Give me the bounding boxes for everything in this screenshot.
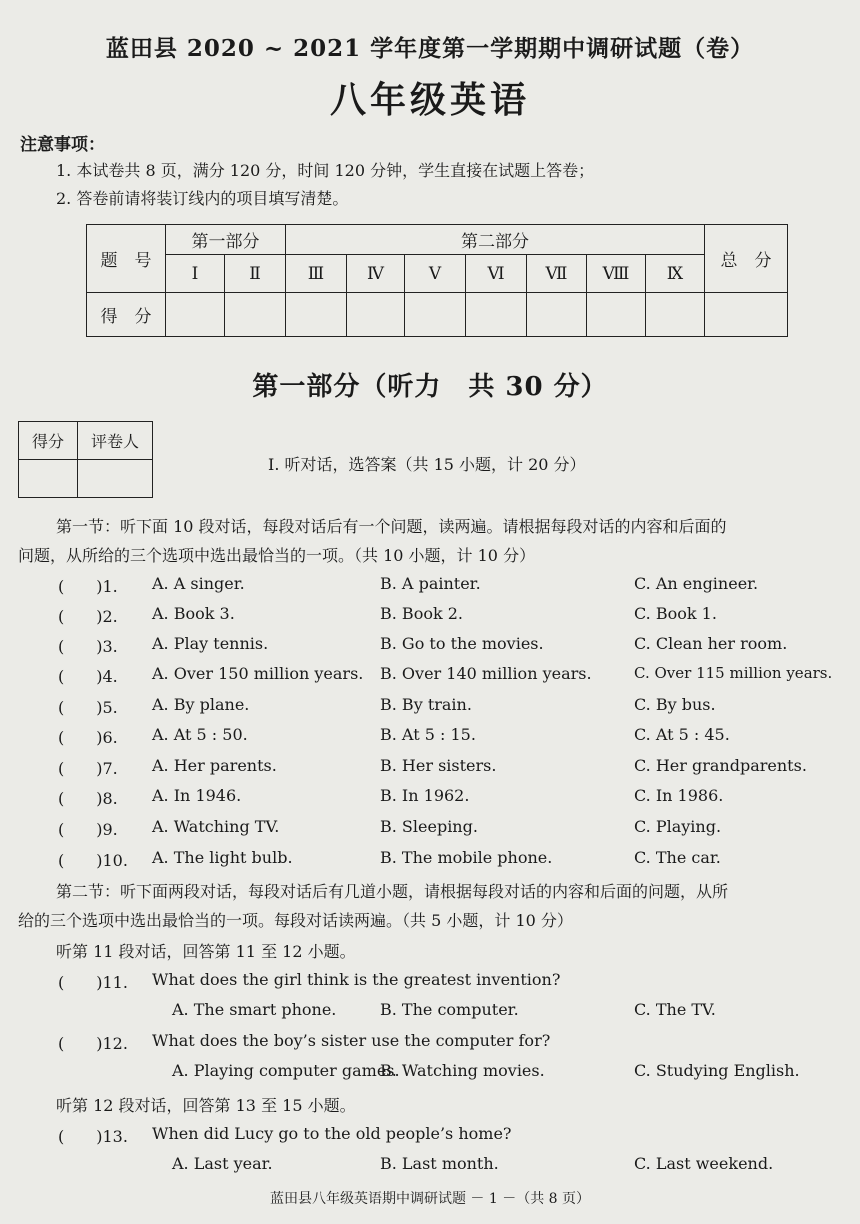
option-a: A. At 5 : 50. xyxy=(152,725,248,744)
question-number: ( )3. xyxy=(58,637,118,656)
option-c: C. Last weekend. xyxy=(634,1154,774,1173)
question-number: ( )13. xyxy=(58,1127,128,1146)
question-number: ( )1. xyxy=(58,577,118,596)
option-b: B. Sleeping. xyxy=(380,817,478,836)
question-number: ( )5. xyxy=(58,698,118,717)
option-b: B. At 5 : 15. xyxy=(380,725,476,744)
option-a: A. Her parents. xyxy=(152,756,277,775)
page-footer: 蓝田县八年级英语期中调研试题 － 1 －（共 8 页） xyxy=(269,1191,591,1207)
total-header: 总 分 xyxy=(705,225,788,293)
question-number: ( )6. xyxy=(58,728,118,747)
exam-title: 蓝田县 2020 ~ 2021 学年度第一学期期中调研试题（卷） xyxy=(105,35,755,62)
instruction: 第一节：听下面 10 段对话，每段对话后有一个问题，读两遍。请根据每段对话的内容和后面的 xyxy=(56,517,727,536)
note-item: 1. 本试卷共 8 页，满分 120 分，时间 120 分钟，学生直接在试题上答卷； xyxy=(56,161,595,180)
question-number: ( )4. xyxy=(58,667,118,686)
question-number: ( )8. xyxy=(58,789,118,808)
option-c: C. The TV. xyxy=(634,1000,716,1019)
score-cell[interactable] xyxy=(166,293,225,337)
question-stem: When did Lucy go to the old people’s home? xyxy=(152,1124,512,1143)
dialog-label: 听第 11 段对话，回答第 11 至 12 小题。 xyxy=(56,942,356,961)
question-number: ( )7. xyxy=(58,759,118,778)
option-a: A. Playing computer games. xyxy=(172,1061,400,1080)
col-header: Ⅰ xyxy=(166,255,225,293)
option-b: B. In 1962. xyxy=(380,786,470,805)
option-c: C. By bus. xyxy=(634,695,716,714)
question-number: ( )10. xyxy=(58,851,128,870)
grader-score-label: 得分 xyxy=(19,422,78,460)
question-number: ( )2. xyxy=(58,607,118,626)
question-stem: What does the boy’s sister use the computer for? xyxy=(152,1031,551,1050)
grader-score-cell[interactable] xyxy=(19,460,78,498)
option-c: C. Over 115 million years. xyxy=(634,664,833,682)
option-c: C. In 1986. xyxy=(634,786,724,805)
question-stem: What does the girl think is the greatest invention? xyxy=(152,970,561,989)
option-b: B. Last month. xyxy=(380,1154,499,1173)
question-number: ( )9. xyxy=(58,820,118,839)
option-b: B. Her sisters. xyxy=(380,756,497,775)
col-header: Ⅶ xyxy=(527,255,587,293)
score-cell[interactable] xyxy=(527,293,587,337)
option-c: C. Her grandparents. xyxy=(634,756,807,775)
option-a: A. Book 3. xyxy=(152,604,235,623)
col-header: Ⅷ xyxy=(587,255,646,293)
col-header: Ⅸ xyxy=(646,255,705,293)
option-b: B. Over 140 million years. xyxy=(380,664,592,683)
option-a: A. Last year. xyxy=(172,1154,273,1173)
score-table xyxy=(86,224,788,337)
option-c: C. At 5 : 45. xyxy=(634,725,730,744)
option-b: B. Go to the movies. xyxy=(380,634,544,653)
grader-box xyxy=(18,421,153,498)
option-c: C. Clean her room. xyxy=(634,634,788,653)
col-header: Ⅱ xyxy=(225,255,286,293)
option-a: A. The light bulb. xyxy=(152,848,293,867)
dialog-label: 听第 12 段对话，回答第 13 至 15 小题。 xyxy=(56,1096,356,1115)
question-number: ( )12. xyxy=(58,1034,128,1053)
grader-reviewer-label: 评卷人 xyxy=(78,422,153,460)
score-cell[interactable] xyxy=(405,293,466,337)
instruction: 第二节：听下面两段对话，每段对话后有几道小题，请根据每段对话的内容和后面的问题，从所 xyxy=(56,882,729,901)
option-c: C. Studying English. xyxy=(634,1061,800,1080)
col-header: Ⅳ xyxy=(347,255,405,293)
option-b: B. By train. xyxy=(380,695,472,714)
score-row-label: 题 号 xyxy=(87,225,166,293)
option-a: A. Watching TV. xyxy=(152,817,280,836)
option-a: A. Over 150 million years. xyxy=(152,664,364,683)
subject-title: 八年级英语 xyxy=(329,79,530,121)
part1-header: 第一部分 xyxy=(166,225,286,255)
option-c: C. The car. xyxy=(634,848,721,867)
instruction: 给的三个选项中选出最恰当的一项。每段对话读两遍。（共 5 小题，计 10 分） xyxy=(18,911,573,930)
question-number: ( )11. xyxy=(58,973,128,992)
part2-header: 第二部分 xyxy=(286,225,705,255)
score-cell[interactable] xyxy=(286,293,347,337)
option-c: C. Book 1. xyxy=(634,604,717,623)
col-header: Ⅵ xyxy=(466,255,527,293)
option-b: B. Book 2. xyxy=(380,604,463,623)
section-title: Ⅰ. 听对话，选答案（共 15 小题，计 20 分） xyxy=(268,455,586,474)
option-b: B. The mobile phone. xyxy=(380,848,553,867)
col-header: Ⅴ xyxy=(405,255,466,293)
note-item: 2. 答卷前请将装订线内的项目填写清楚。 xyxy=(56,189,349,208)
option-c: C. An engineer. xyxy=(634,574,759,593)
col-header: Ⅲ xyxy=(286,255,347,293)
notes-heading: 注意事项： xyxy=(20,135,105,155)
option-a: A. The smart phone. xyxy=(172,1000,337,1019)
option-a: A. Play tennis. xyxy=(152,634,269,653)
score-row-label: 得 分 xyxy=(87,293,166,337)
option-c: C. Playing. xyxy=(634,817,722,836)
score-cell[interactable] xyxy=(466,293,527,337)
option-a: A. A singer. xyxy=(152,574,245,593)
score-cell[interactable] xyxy=(347,293,405,337)
score-cell[interactable] xyxy=(587,293,646,337)
part-heading: 第一部分（听力 共 30 分） xyxy=(252,372,608,402)
option-b: B. The computer. xyxy=(380,1000,519,1019)
instruction: 问题，从所给的三个选项中选出最恰当的一项。（共 10 小题，计 10 分） xyxy=(18,546,536,565)
score-cell[interactable] xyxy=(225,293,286,337)
total-cell[interactable] xyxy=(705,293,788,337)
score-cell[interactable] xyxy=(646,293,705,337)
grader-reviewer-cell[interactable] xyxy=(78,460,153,498)
option-b: B. Watching movies. xyxy=(380,1061,545,1080)
option-a: A. By plane. xyxy=(152,695,250,714)
option-a: A. In 1946. xyxy=(152,786,242,805)
option-b: B. A painter. xyxy=(380,574,481,593)
